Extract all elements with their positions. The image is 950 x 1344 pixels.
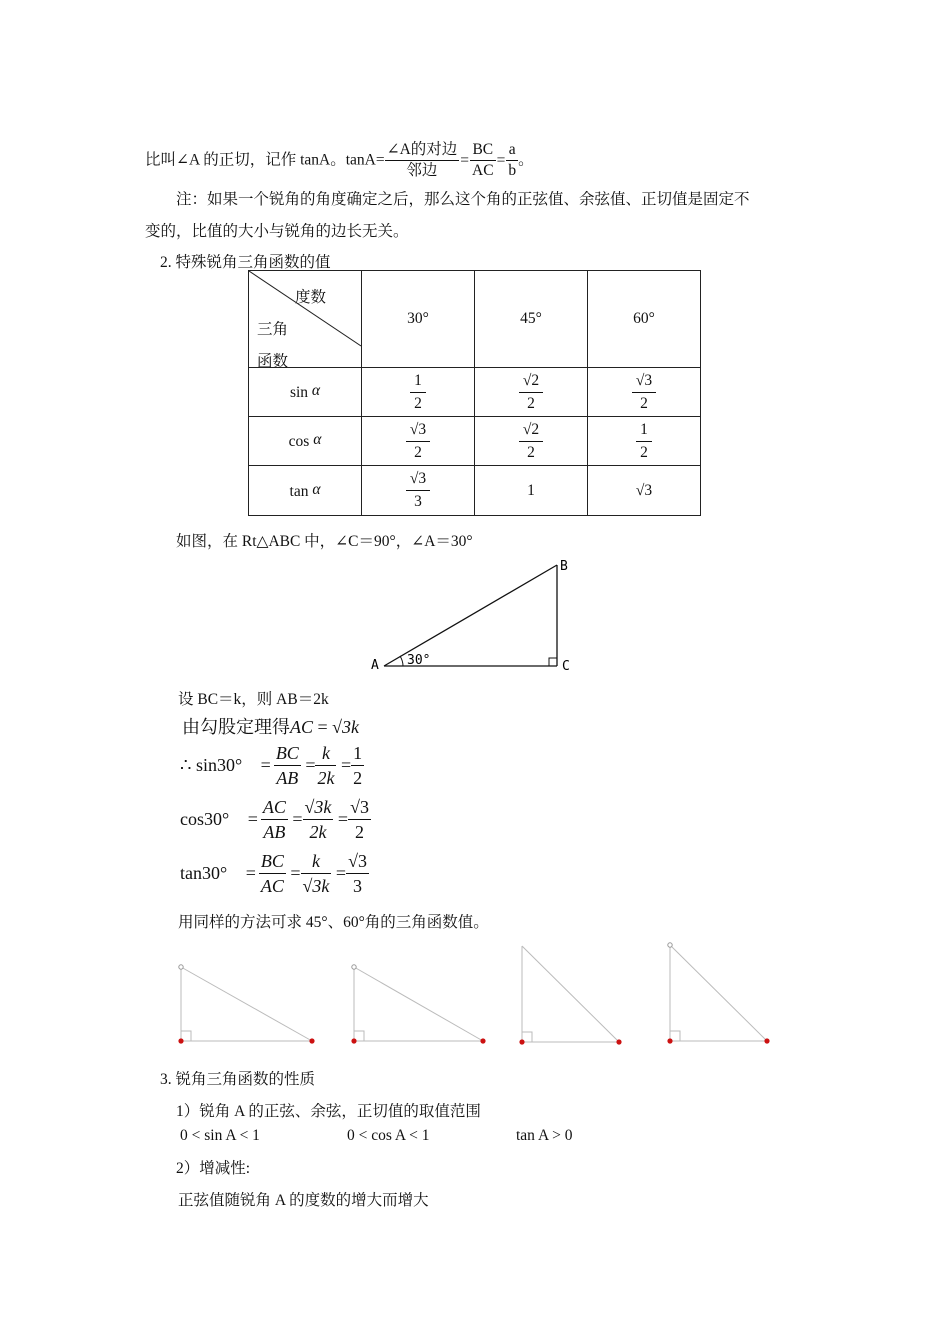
section-2-title: 2. 特殊锐角三角函数的值 [160, 254, 331, 271]
sin30-derivation: ∴ sin30° = $\frac{BC}{AB}$ = $\frac{k}{2k}$ = $\frac{1}{2}$ [180, 743, 363, 788]
pythagoras-line: 由勾股定理得AC = √3k [182, 717, 360, 737]
frac-bc-ac: $\frac{BC}{AC}$ [472, 141, 494, 179]
range-tan: tan A > 0 [516, 1127, 573, 1144]
header-degree: 度数 [295, 289, 327, 306]
special-angle-table [248, 270, 701, 516]
red-dot [480, 1038, 485, 1043]
range-heading: 1）锐角 A 的正弦、余弦，正切值的取值范围 [176, 1103, 481, 1120]
same-method-text: 用同样的方法可求 45°、60°角的三角函数值。 [178, 914, 489, 931]
table-cell: $\frac{1}{2}$ [588, 417, 701, 466]
triangle-sketch [354, 967, 483, 1041]
table-header-diagonal [249, 271, 362, 368]
vertex-label-a: A [371, 658, 379, 673]
table-cell: $\frac{1}{2}$ [362, 368, 475, 417]
red-dot [309, 1038, 314, 1043]
frac-opposite-adjacent: $\frac{\text{∠A的对边}}{\text{邻边}}$ [386, 141, 458, 179]
note-line-2: 变的，比值的大小与锐角的边长无关。 [145, 223, 409, 240]
table-cell: 1 [475, 466, 588, 516]
header-func-2: 函数 [257, 353, 289, 370]
red-dot [616, 1039, 621, 1044]
open-dot [179, 965, 183, 969]
triangle-sketches [170, 940, 790, 1050]
row-label-tan: tan α [249, 466, 362, 516]
note-line-1: 注：如果一个锐角的角度确定之后，那么这个角的正弦值、余弦值、正切值是固定不 [176, 191, 750, 208]
example-intro: 如图，在 Rt△ABC 中，∠C＝90°，∠A＝30° [176, 533, 473, 550]
red-dot [667, 1038, 672, 1043]
cos30-derivation: cos30° = $\frac{AC}{AB}$ = $\frac{√3k}{2k}$ = $\frac{√3}{2}$ [180, 797, 369, 842]
triangle-30-figure [365, 556, 585, 676]
section-3-title: 3. 锐角三角函数的性质 [160, 1071, 316, 1088]
monotonicity-text: 正弦值随锐角 A 的度数的增大而增大 [178, 1192, 429, 1209]
triangle-sketch [670, 945, 767, 1041]
tan30-derivation: tan30° = $\frac{BC}{AC}$ = $\frac{k}{√3k}$ = $\frac{√3}{3}$ [180, 851, 367, 896]
red-dot [351, 1038, 356, 1043]
set-bc-line: 设 BC＝k，则 AB＝2k [178, 691, 329, 708]
table-cell: $\frac{√3}{2}$ [362, 417, 475, 466]
range-cos: 0 < cos A < 1 [347, 1127, 430, 1144]
tangent-def-text: 比叫∠A 的正切，记作 tanA。tanA= [145, 151, 385, 169]
table-cell: $\frac{√2}{2}$ [475, 368, 588, 417]
angle-label: 30° [407, 653, 431, 668]
monotonicity-heading: 2）增减性: [176, 1160, 251, 1177]
vertex-label-c: C [562, 659, 570, 674]
open-dot [668, 943, 672, 947]
row-label-cos: cos α [249, 417, 362, 466]
header-col-60: 60° [588, 271, 701, 368]
triangle-sketch [181, 967, 312, 1041]
header-func-1: 三角 [257, 321, 289, 338]
table-cell: $\frac{√3}{2}$ [588, 368, 701, 417]
header-col-30: 30° [362, 271, 475, 368]
vertex-label-b: B [560, 559, 568, 574]
table-cell: √3 [588, 466, 701, 516]
table-cell: $\frac{√2}{2}$ [475, 417, 588, 466]
range-sin: 0 < sin A < 1 [180, 1127, 260, 1144]
header-col-45: 45° [475, 271, 588, 368]
open-dot [352, 965, 356, 969]
red-dot [764, 1038, 769, 1043]
red-dot [178, 1038, 183, 1043]
frac-a-b: $\frac{a}{b}$ [508, 141, 517, 179]
triangle-sketch [522, 946, 619, 1042]
row-label-sin: sin α [249, 368, 362, 417]
red-dot [519, 1039, 524, 1044]
tangent-definition: 比叫∠A 的正切，记作 tanA。tanA= $\frac{\text{∠A的对边}}{\text{邻边}}$ = $\frac{BC}{AC}$ = $\frac{a}{b}$ 。 [145, 141, 534, 179]
table-cell: $\frac{√3}{3}$ [362, 466, 475, 516]
